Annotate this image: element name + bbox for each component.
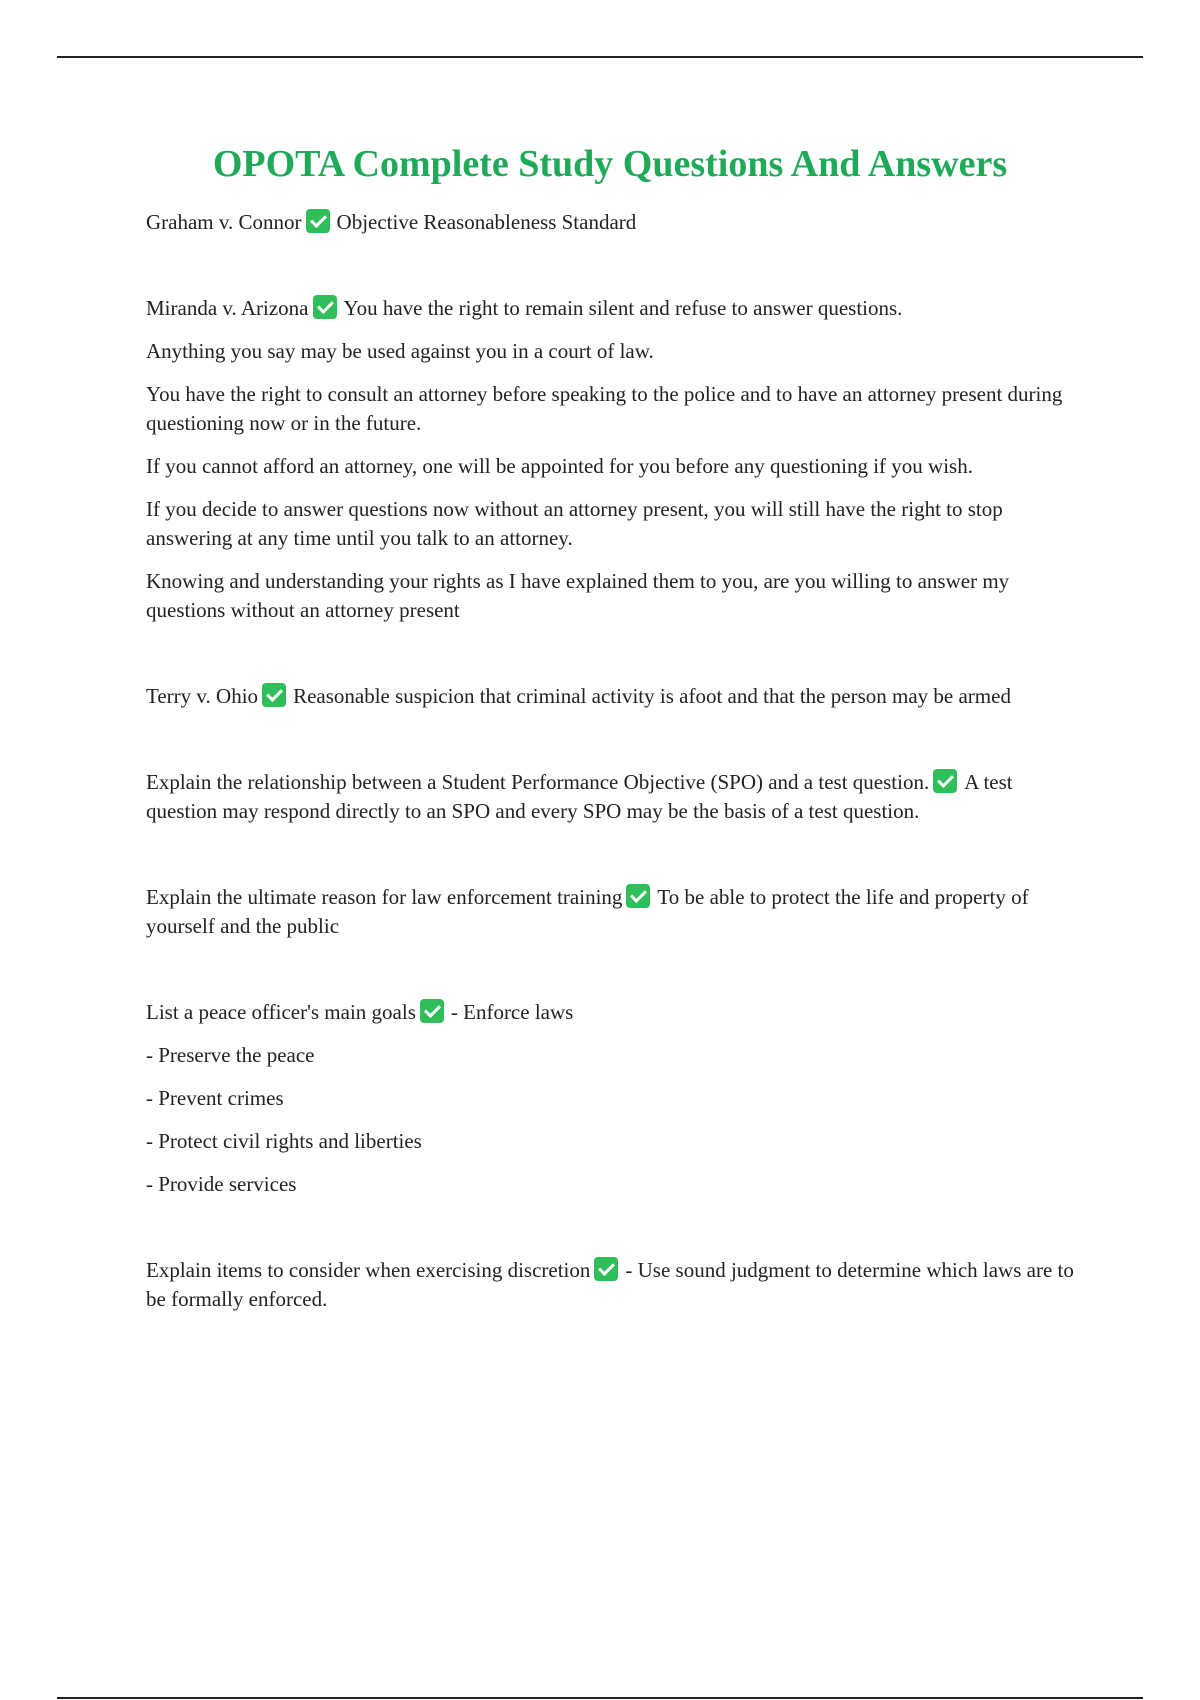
- qa-line: [146, 682, 1076, 711]
- check-mark-icon: [306, 209, 330, 233]
- answer-continuation: - Prevent crimes: [146, 1086, 284, 1110]
- answer-continuation: Knowing and understanding your rights as I have explained them to you, are you willing to answer my questions without an attorney present: [146, 569, 1010, 622]
- qa-line: [146, 883, 1076, 941]
- qa-line: [146, 1256, 1076, 1314]
- answer-text: To be able to protect the life and property of yourself and the public: [146, 885, 1029, 938]
- answer-continuation: If you decide to answer questions now without an attorney present, you will still have the right to stop answering at any time until you talk to an attorney.: [146, 497, 1003, 550]
- question-text: Terry v. Ohio: [146, 684, 259, 708]
- qa-item: [146, 682, 1076, 711]
- qa-item: [146, 208, 1076, 237]
- question-text: Explain the relationship between a Student Performance Objective (SPO) and a test question.: [146, 770, 930, 794]
- qa-item: [146, 294, 1076, 625]
- answer-continuation: - Preserve the peace: [146, 1043, 315, 1067]
- question-text: Explain the ultimate reason for law enforcement training: [146, 885, 623, 909]
- qa-item: [146, 883, 1076, 941]
- answer-continuation: - Protect civil rights and liberties: [146, 1129, 422, 1153]
- check-mark-icon: [420, 999, 444, 1023]
- question-text: Graham v. Connor: [146, 210, 302, 234]
- answer-text: Objective Reasonableness Standard: [336, 210, 637, 234]
- bottom-rule: [57, 1697, 1143, 1699]
- question-text: Miranda v. Arizona: [146, 296, 309, 320]
- answer-continuation: If you cannot afford an attorney, one will be appointed for you before any questioning if you wish.: [146, 454, 973, 478]
- qa-line: [146, 294, 1076, 323]
- qa-item: [146, 1256, 1076, 1314]
- check-mark-icon: [313, 295, 337, 319]
- answer-text: Reasonable suspicion that criminal activity is afoot and that the person may be armed: [293, 684, 1011, 708]
- qa-line: [146, 998, 1076, 1027]
- check-mark-icon: [933, 769, 957, 793]
- question-text: Explain items to consider when exercising discretion: [146, 1258, 591, 1282]
- answer-text: - Use sound judgment to determine which laws are to be formally enforced.: [146, 1258, 1074, 1311]
- qa-line: [146, 208, 1076, 237]
- document-body: [146, 140, 1076, 1328]
- top-rule: [57, 56, 1143, 58]
- qa-line: [146, 768, 1076, 826]
- document-title: OPOTA Complete Study Questions And Answers: [212, 143, 1008, 185]
- answer-text: A test question may respond directly to an SPO and every SPO may be the basis of a test question.: [146, 770, 1013, 823]
- qa-item: [146, 998, 1076, 1199]
- check-mark-icon: [626, 884, 650, 908]
- answer-continuation: Anything you say may be used against you in a court of law.: [146, 339, 654, 363]
- check-mark-icon: [262, 683, 286, 707]
- check-mark-icon: [594, 1257, 618, 1281]
- answer-text: - Enforce laws: [450, 1000, 574, 1024]
- answer-continuation: - Provide services: [146, 1172, 297, 1196]
- answer-continuation: You have the right to consult an attorney before speaking to the police and to have an attorney present during questioning now or in the future.: [146, 382, 1063, 435]
- qa-item: [146, 768, 1076, 826]
- answer-text: You have the right to remain silent and refuse to answer questions.: [343, 296, 903, 320]
- question-text: List a peace officer's main goals: [146, 1000, 416, 1024]
